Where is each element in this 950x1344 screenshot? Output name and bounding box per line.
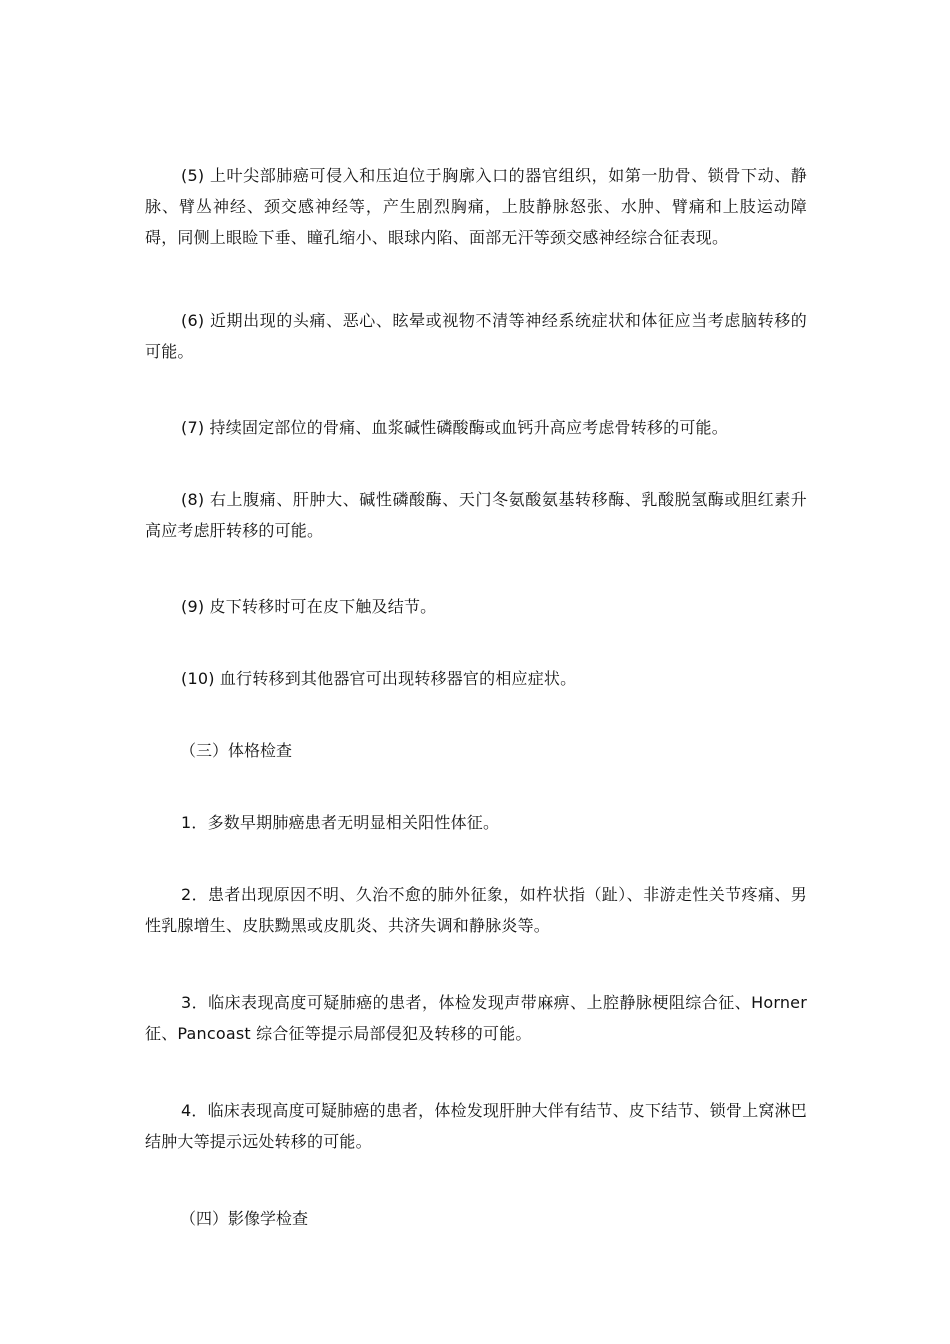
section-heading-physical-exam: （三）体格检查 [180, 741, 293, 760]
section-heading-imaging: （四）影像学检查 [180, 1209, 309, 1228]
exam-item-3: 3．临床表现高度可疑肺癌的患者，体检发现声带麻痹、上腔静脉梗阻综合征、Horner征、Pancoast 综合征等提示局部侵犯及转移的可能。 [145, 993, 807, 1043]
paragraph-5-apical-tumor: (5) 上叶尖部肺癌可侵入和压迫位于胸廓入口的器官组织，如第一肋骨、锁骨下动、静脉、臂丛神经、颈交感神经等，产生剧烈胸痛，上肢静脉怒张、水肿、臂痛和上肢运动障碍，同侧上眼睑下垂、瞳孔缩小、眼球内陷、面部无汗等颈交感神经综合征表现。 [145, 166, 807, 247]
exam-item-2: 2．患者出现原因不明、久治不愈的肺外征象，如杵状指（趾）、非游走性关节疼痛、男性乳腺增生、皮肤黝黑或皮肌炎、共济失调和静脉炎等。 [145, 885, 807, 935]
paragraph-7-bone-metastasis: (7) 持续固定部位的骨痛、血浆碱性磷酸酶或血钙升高应考虑骨转移的可能。 [181, 418, 728, 437]
exam-item-1: 1．多数早期肺癌患者无明显相关阳性体征。 [181, 813, 500, 832]
exam-item-4: 4．临床表现高度可疑肺癌的患者，体检发现肝肿大伴有结节、皮下结节、锁骨上窝淋巴结肿大等提示远处转移的可能。 [145, 1101, 807, 1151]
paragraph-9-subcutaneous: (9) 皮下转移时可在皮下触及结节。 [181, 597, 437, 616]
paragraph-8-liver-metastasis: (8) 右上腹痛、肝肿大、碱性磷酸酶、天门冬氨酸氨基转移酶、乳酸脱氢酶或胆红素升高应考虑肝转移的可能。 [145, 490, 807, 540]
paragraph-6-brain-metastasis: (6) 近期出现的头痛、恶心、眩晕或视物不清等神经系统症状和体征应当考虑脑转移的可能。 [145, 311, 807, 361]
paragraph-10-hematogenous: (10) 血行转移到其他器官可出现转移器官的相应症状。 [181, 669, 577, 688]
